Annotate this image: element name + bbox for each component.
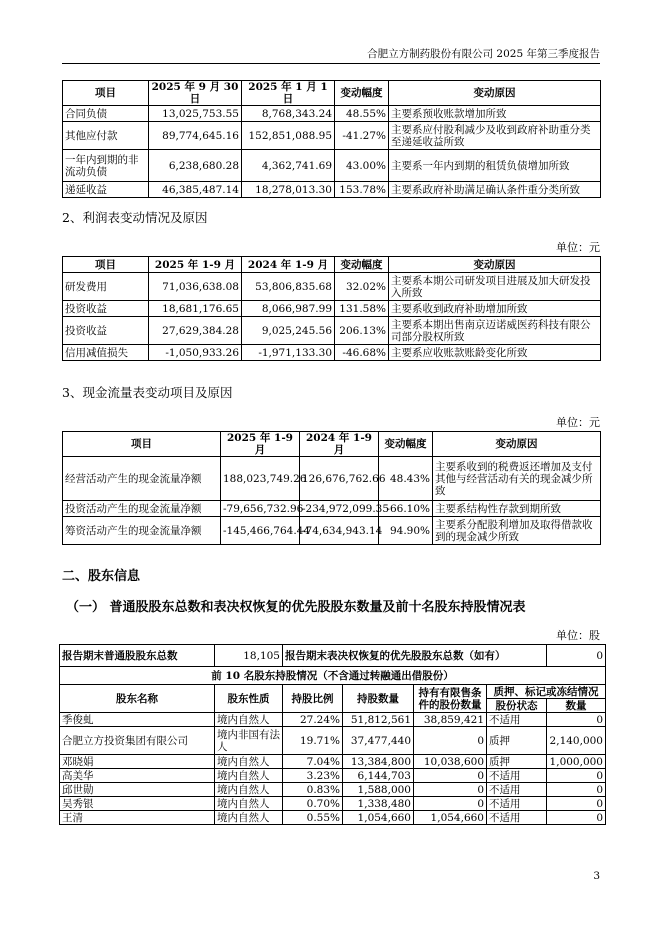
cell-ratio: 0.83% <box>283 783 343 797</box>
cell-status: 不适用 <box>487 713 547 727</box>
col-header: 2024 年 1-9 月 <box>242 257 335 273</box>
cell-name: 高美华 <box>60 769 215 783</box>
cell-item: 投资活动产生的现金流量净额 <box>63 501 221 517</box>
cell-reason: 主要系应收账款账龄变化所致 <box>389 345 601 361</box>
col-header: 质押、标记或冻结情况 <box>487 685 606 699</box>
balance-sheet-change-table <box>62 80 601 198</box>
cell-restricted: 0 <box>414 783 487 797</box>
cell-value: 6,238,680.28 <box>149 150 242 182</box>
cell-name: 吴秀银 <box>60 797 215 811</box>
cell-name: 邱世勋 <box>60 783 215 797</box>
section-title-cashflow: 3、现金流量表变动项目及原因 <box>62 385 233 400</box>
col-header: 2024 年 1-9 月 <box>300 432 379 457</box>
col-header: 2025 年 1-9 月 <box>221 432 300 457</box>
cell-qty: 37,477,440 <box>343 727 414 755</box>
col-header: 股份状态 <box>487 699 547 713</box>
col-header: 股东名称 <box>60 685 215 713</box>
cell-status: 不适用 <box>487 797 547 811</box>
section-title-shareholders: 二、股东信息 <box>62 569 141 584</box>
col-header: 持有有限售条件的股份数量 <box>414 685 487 713</box>
cell-reason: 主要系收到政府补助增加所致 <box>389 301 601 317</box>
table-row <box>60 797 606 811</box>
cell-item: 信用减值损失 <box>63 345 149 361</box>
cell-status: 不适用 <box>487 811 547 825</box>
cell-qty: 1,338,480 <box>343 797 414 811</box>
table-row <box>63 122 601 150</box>
cell-value: 8,066,987.99 <box>242 301 335 317</box>
table-row <box>63 150 601 182</box>
cell-value: -79,656,732.96 <box>221 501 300 517</box>
cell-restricted: 0 <box>414 769 487 783</box>
cell-amount: 0 <box>547 713 606 727</box>
cell-value: 8,768,343.24 <box>242 106 335 122</box>
table-row <box>63 106 601 122</box>
cell-restricted: 10,038,600 <box>414 755 487 769</box>
col-header: 2025 年 1-9 月 <box>149 257 242 273</box>
cell-qty: 1,588,000 <box>343 783 414 797</box>
cell-reason: 主要系应付股利减少及收到政府补助重分类至递延收益所致 <box>389 122 601 150</box>
cell-value: 4,362,741.69 <box>242 150 335 182</box>
cell-item: 投资收益 <box>63 301 149 317</box>
cell-value: 9,025,245.56 <box>242 317 335 345</box>
col-header: 变动原因 <box>389 81 601 106</box>
unit-label: 单位：股 <box>556 629 600 642</box>
top10-title-row <box>60 667 606 685</box>
cell-value: -145,466,764.44 <box>221 517 300 545</box>
cell-value: 18,278,013.30 <box>242 182 335 198</box>
table-row <box>60 755 606 769</box>
cell-amount: 2,140,000 <box>547 727 606 755</box>
cell-value: 46,385,487.14 <box>149 182 242 198</box>
cell-amount: 0 <box>547 797 606 811</box>
col-header: 持股比例 <box>283 685 343 713</box>
cell-value: 71,036,638.08 <box>149 273 242 301</box>
cell-qty: 13,384,800 <box>343 755 414 769</box>
col-header: 变动原因 <box>389 257 601 273</box>
total-shareholders-value: 18,105 <box>215 645 283 667</box>
cell-qty: 6,144,703 <box>343 769 414 783</box>
report-header: 合肥立方制药股份有限公司 2025 年第三季度报告 <box>367 48 600 60</box>
table-row <box>63 345 601 361</box>
col-header: 变动幅度 <box>335 257 389 273</box>
cell-item: 一年内到期的非流动负债 <box>63 150 149 182</box>
cell-ratio: 0.55% <box>283 811 343 825</box>
table-header-row <box>63 81 601 106</box>
cell-reason: 主要系结构性存款到期所致 <box>433 501 601 517</box>
cell-reason: 主要系本期出售南京迈诺威医药科技有限公司部分股权所致 <box>389 317 601 345</box>
cell-amount: 0 <box>547 811 606 825</box>
table-row <box>60 783 606 797</box>
cell-status: 质押 <box>487 727 547 755</box>
cell-change: 48.55% <box>335 106 389 122</box>
table-row <box>63 273 601 301</box>
cell-status: 质押 <box>487 755 547 769</box>
cell-status: 不适用 <box>487 769 547 783</box>
col-header: 变动幅度 <box>335 81 389 106</box>
col-header: 2025 年 9 月 30 日 <box>149 81 242 106</box>
cell-change: 94.90% <box>379 517 433 545</box>
col-header: 项目 <box>63 432 221 457</box>
cell-value: 126,676,762.66 <box>300 457 379 501</box>
cell-restricted: 0 <box>414 727 487 755</box>
section-title-income: 2、利润表变动情况及原因 <box>62 210 208 225</box>
cell-name: 合肥立方投资集团有限公司 <box>60 727 215 755</box>
cell-qty: 1,054,660 <box>343 811 414 825</box>
table-header-row <box>60 685 606 699</box>
cell-change: -46.68% <box>335 345 389 361</box>
income-statement-change-table <box>62 256 601 361</box>
header-rule <box>62 63 600 64</box>
col-header: 项目 <box>63 257 149 273</box>
cell-ratio: 19.71% <box>283 727 343 755</box>
cell-reason: 主要系收到的税费返还增加及支付其他与经营活动有关的现金减少所致 <box>433 457 601 501</box>
cell-reason: 主要系预收账款增加所致 <box>389 106 601 122</box>
cell-item: 其他应付款 <box>63 122 149 150</box>
cell-amount: 0 <box>547 769 606 783</box>
col-header: 项目 <box>63 81 149 106</box>
cell-ratio: 0.70% <box>283 797 343 811</box>
cell-ratio: 3.23% <box>283 769 343 783</box>
cell-name: 季俊虬 <box>60 713 215 727</box>
page-number: 3 <box>593 870 600 882</box>
preferred-shareholders-value: 0 <box>547 645 606 667</box>
cell-item: 递延收益 <box>63 182 149 198</box>
shareholder-table <box>59 644 606 825</box>
cell-change: 32.02% <box>335 273 389 301</box>
cell-nature: 境内自然人 <box>215 783 283 797</box>
table-header-row <box>63 257 601 273</box>
table-row <box>63 457 601 501</box>
cell-nature: 境内自然人 <box>215 811 283 825</box>
cell-value: 188,023,749.26 <box>221 457 300 501</box>
cell-restricted: 0 <box>414 797 487 811</box>
cell-restricted: 38,859,421 <box>414 713 487 727</box>
cell-amount: 1,000,000 <box>547 755 606 769</box>
table-row <box>63 301 601 317</box>
cell-nature: 境内自然人 <box>215 769 283 783</box>
cell-change: 43.00% <box>335 150 389 182</box>
col-header: 变动原因 <box>433 432 601 457</box>
table-row <box>60 769 606 783</box>
unit-label: 单位：元 <box>556 241 600 254</box>
table-row <box>63 517 601 545</box>
cell-restricted: 1,054,660 <box>414 811 487 825</box>
cell-value: -234,972,099.35 <box>300 501 379 517</box>
cashflow-change-table <box>62 431 601 545</box>
cell-item: 筹资活动产生的现金流量净额 <box>63 517 221 545</box>
cell-value: 13,025,753.55 <box>149 106 242 122</box>
cell-change: -66.10% <box>379 501 433 517</box>
table-row <box>63 501 601 517</box>
cell-reason: 主要系一年内到期的租赁负债增加所致 <box>389 150 601 182</box>
col-header: 2025 年 1 月 1 日 <box>242 81 335 106</box>
cell-nature: 境内自然人 <box>215 755 283 769</box>
total-shareholders-label: 报告期末普通股股东总数 <box>60 645 215 667</box>
cell-name: 邓晓娟 <box>60 755 215 769</box>
cell-ratio: 27.24% <box>283 713 343 727</box>
total-shareholders-row <box>60 645 606 667</box>
cell-value: 53,806,835.68 <box>242 273 335 301</box>
cell-reason: 主要系政府补助满足确认条件重分类所致 <box>389 182 601 198</box>
cell-change: 206.13% <box>335 317 389 345</box>
cell-item: 研发费用 <box>63 273 149 301</box>
table-row <box>63 182 601 198</box>
cell-value: 152,851,088.95 <box>242 122 335 150</box>
cell-value: 18,681,176.65 <box>149 301 242 317</box>
table-row <box>60 713 606 727</box>
cell-ratio: 7.04% <box>283 755 343 769</box>
table-row <box>60 811 606 825</box>
cell-status: 不适用 <box>487 783 547 797</box>
cell-amount: 0 <box>547 783 606 797</box>
cell-nature: 境内自然人 <box>215 797 283 811</box>
cell-change: -41.27% <box>335 122 389 150</box>
col-header: 变动幅度 <box>379 432 433 457</box>
table-row <box>63 317 601 345</box>
cell-value: -1,971,133.30 <box>242 345 335 361</box>
table-header-row <box>63 432 601 457</box>
cell-item: 合同负债 <box>63 106 149 122</box>
cell-value: -74,634,943.14 <box>300 517 379 545</box>
col-header: 数量 <box>547 699 606 713</box>
top10-title: 前 10 名股东持股情况（不含通过转融通出借股份） <box>60 667 606 685</box>
cell-value: 89,774,645.16 <box>149 122 242 150</box>
cell-reason: 主要系分配股利增加及取得借款收到的现金减少所致 <box>433 517 601 545</box>
cell-value: -1,050,933.26 <box>149 345 242 361</box>
cell-reason: 主要系本期公司研发项目进展及加大研发投入所致 <box>389 273 601 301</box>
cell-nature: 境内非国有法人 <box>215 727 283 755</box>
col-header: 持股数量 <box>343 685 414 713</box>
cell-value: 27,629,384.28 <box>149 317 242 345</box>
unit-label: 单位：元 <box>556 416 600 429</box>
col-header: 股东性质 <box>215 685 283 713</box>
cell-nature: 境内自然人 <box>215 713 283 727</box>
cell-change: 131.58% <box>335 301 389 317</box>
cell-item: 投资收益 <box>63 317 149 345</box>
table-row <box>60 727 606 755</box>
preferred-shareholders-label: 报告期末表决权恢复的优先股股东总数（如有） <box>283 645 547 667</box>
cell-qty: 51,812,561 <box>343 713 414 727</box>
subsection-title-top10: （一） 普通股股东总数和表决权恢复的优先股股东数量及前十名股东持股情况表 <box>66 600 526 615</box>
cell-item: 经营活动产生的现金流量净额 <box>63 457 221 501</box>
cell-change: 48.43% <box>379 457 433 501</box>
cell-name: 王清 <box>60 811 215 825</box>
cell-change: 153.78% <box>335 182 389 198</box>
